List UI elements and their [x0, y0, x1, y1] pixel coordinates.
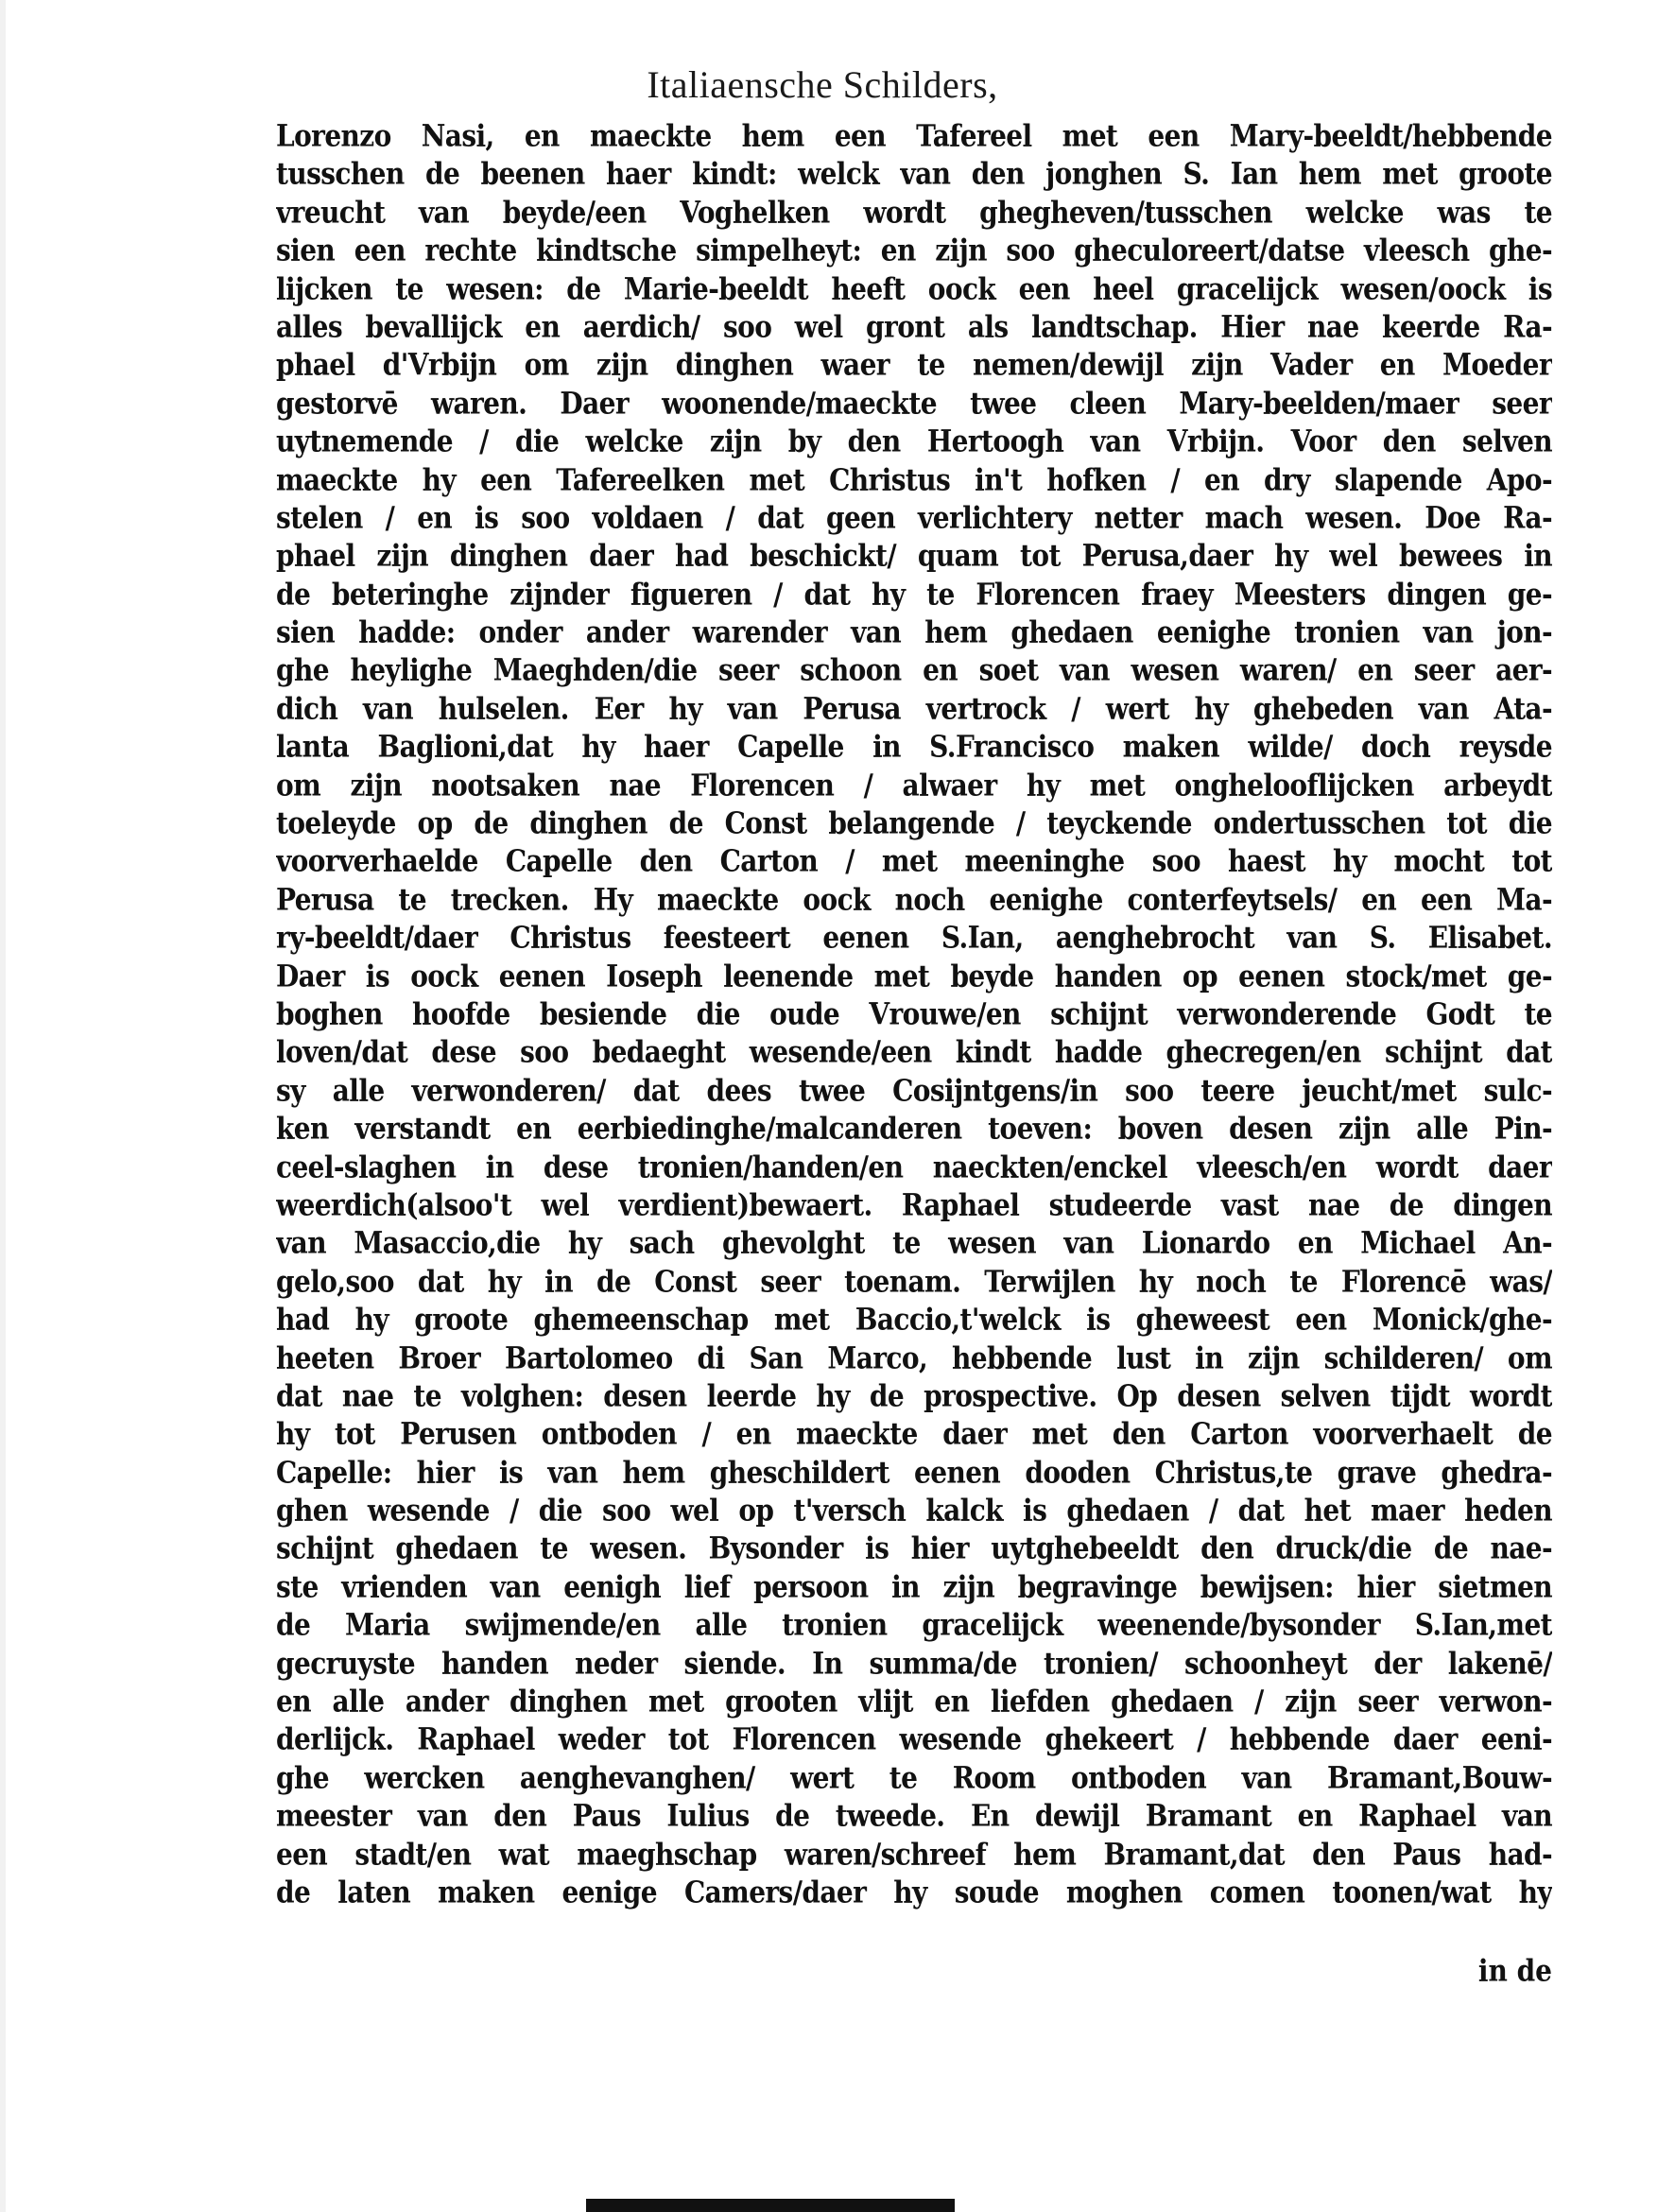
text-line: stelen / en is soo voldaen / dat geen verlichtery netter mach wesen. Doe Ra- [276, 499, 1552, 536]
text-line: Daer is oock eenen Ioseph leenende met beyde handen op eenen stock/met ge- [276, 958, 1552, 994]
text-line: de Maria swijmende/en alle tronien gracelijck weenende/bysonder S.Ian,met [276, 1606, 1552, 1643]
text-line: maeckte hy een Tafereelken met Christus in't hofken / en dry slapende Apo- [276, 460, 1552, 497]
text-line: de beteringhe zijnder figueren / dat hy te Florencen fraey Meesters dingen ge- [276, 576, 1552, 613]
text-line: lijcken te wesen: de Marie-beeldt heeft oock een heel gracelijck wesen/oock is [276, 269, 1552, 306]
text-line: Lorenzo Nasi, en maeckte hem een Tafereel met een Mary-beeldt/hebbende [276, 117, 1552, 154]
text-line: toeleyde op de dinghen de Const belangende / teyckende ondertusschen tot die [276, 804, 1552, 841]
text-line: hy tot Perusen ontboden / en maeckte daer met den Carton voorverhaelt de [276, 1415, 1552, 1452]
text-line: ghe wercken aenghevanghen/ wert te Room ontboden van Bramant,Bouw- [276, 1759, 1552, 1796]
text-line: sien hadde: onder ander warender van hem ghedaen eenighe tronien van jon- [276, 613, 1552, 650]
text-line: gelo,soo dat hy in de Const seer toenam. Terwijlen hy noch te Florencē was/ [276, 1263, 1552, 1300]
text-line: ceel-slaghen in dese tronien/handen/en naeckten/enckel vleesch/en wordt daer [276, 1148, 1552, 1184]
text-line: ste vrienden van eenigh lief persoon in zijn begravinge bewijsen: hier sietmen [276, 1568, 1552, 1605]
text-line: Perusa te trecken. Hy maeckte oock noch eenighe conterfeytsels/ en een Ma- [276, 881, 1552, 918]
text-line: boghen hoofde besiende die oude Vrouwe/en schijnt verwonderende Godt te [276, 995, 1552, 1032]
text-line: Capelle: hier is van hem gheschildert eenen dooden Christus,te grave ghedra- [276, 1454, 1552, 1491]
text-line: en alle ander dinghen met grooten vlijt en liefden ghedaen / zijn seer verwon- [276, 1683, 1552, 1719]
text-line: ghen wesende / die soo wel op t'versch kalck is ghedaen / dat het maer heden [276, 1492, 1552, 1529]
scan-shadow [0, 0, 6, 2212]
text-line: voorverhaelde Capelle den Carton / met meeninghe soo haest hy mocht tot [276, 842, 1552, 879]
text-line: had hy groote ghemeenschap met Baccio,t'welck is gheweest een Monick/ghe- [276, 1301, 1552, 1338]
text-line: heeten Broer Bartolomeo di San Marco, hebbende lust in zijn schilderen/ om [276, 1339, 1552, 1375]
catchword: in de [1477, 1952, 1552, 1989]
text-line: uytnemende / die welcke zijn by den Hertoogh van Vrbijn. Voor den selven [276, 423, 1552, 459]
body-text [276, 117, 1552, 1911]
scan-edge-bar [586, 2199, 955, 2212]
text-line: alles bevallijck en aerdich/ soo wel gront als landtschap. Hier nae keerde Ra- [276, 308, 1552, 345]
text-line: phael d'Vrbijn om zijn dinghen waer te nemen/dewijl zijn Vader en Moeder [276, 346, 1552, 383]
text-line: schijnt ghedaen te wesen. Bysonder is hier uytghebeeldt den druck/die de nae- [276, 1529, 1552, 1566]
text-line: een stadt/en wat maeghschap waren/schreef hem Bramant,dat den Paus had- [276, 1835, 1552, 1872]
text-line: vreucht van beyde/een Voghelken wordt ghegheven/tusschen welcke was te [276, 194, 1552, 231]
text-line: phael zijn dinghen daer had beschickt/ quam tot Perusa,daer hy wel bewees in [276, 537, 1552, 574]
text-line: derlijck. Raphael weder tot Florencen wesende ghekeert / hebbende daer eeni- [276, 1720, 1552, 1757]
text-line: om zijn nootsaken nae Florencen / alwaer hy met onghelooflijcken arbeydt [276, 767, 1552, 804]
text-line: weerdich(alsoo't wel verdient)bewaert. Raphael studeerde vast nae de dingen [276, 1186, 1552, 1223]
text-line: sy alle verwonderen/ dat dees twee Cosijntgens/in soo teere jeucht/met sulc- [276, 1072, 1552, 1109]
text-line: meester van den Paus Iulius de tweede. En dewijl Bramant en Raphael van [276, 1797, 1552, 1834]
text-line: van Masaccio,die hy sach ghevolght te wesen van Lionardo en Michael An- [276, 1224, 1552, 1261]
text-line: loven/dat dese soo bedaeght wesende/een kindt hadde ghecregen/en schijnt dat [276, 1033, 1552, 1070]
text-line: ry-beeldt/daer Christus feesteert eenen S.Ian, aenghebrocht van S. Elisabet. [276, 919, 1552, 956]
text-line: sien een rechte kindtsche simpelheyt: en zijn soo gheculoreert/datse vleesch ghe- [276, 232, 1552, 268]
running-head: Italiaensche Schilders, [647, 63, 998, 106]
text-line: dat nae te volghen: desen leerde hy de prospective. Op desen selven tijdt wordt [276, 1377, 1552, 1414]
text-line: dich van hulselen. Eer hy van Perusa vertrock / wert hy ghebeden van Ata- [276, 690, 1552, 727]
text-line: ken verstandt en eerbiedinghe/malcanderen toeven: boven desen zijn alle Pin- [276, 1110, 1552, 1147]
text-line: de laten maken eenige Camers/daer hy soude moghen comen toonen/wat hy [276, 1874, 1552, 1910]
text-line: lanta Baglioni,dat hy haer Capelle in S.Francisco maken wilde/ doch reysde [276, 728, 1552, 765]
text-line: tusschen de beenen haer kindt: welck van den jonghen S. Ian hem met groote [276, 155, 1552, 192]
text-line: gestorvē waren. Daer woonende/maeckte twee cleen Mary-beelden/maer seer [276, 385, 1552, 422]
text-line: gecruyste handen neder siende. In summa/de tronien/ schoonheyt der lakenē/ [276, 1645, 1552, 1681]
text-line: ghe heylighe Maeghden/die seer schoon en soet van wesen waren/ en seer aer- [276, 651, 1552, 688]
